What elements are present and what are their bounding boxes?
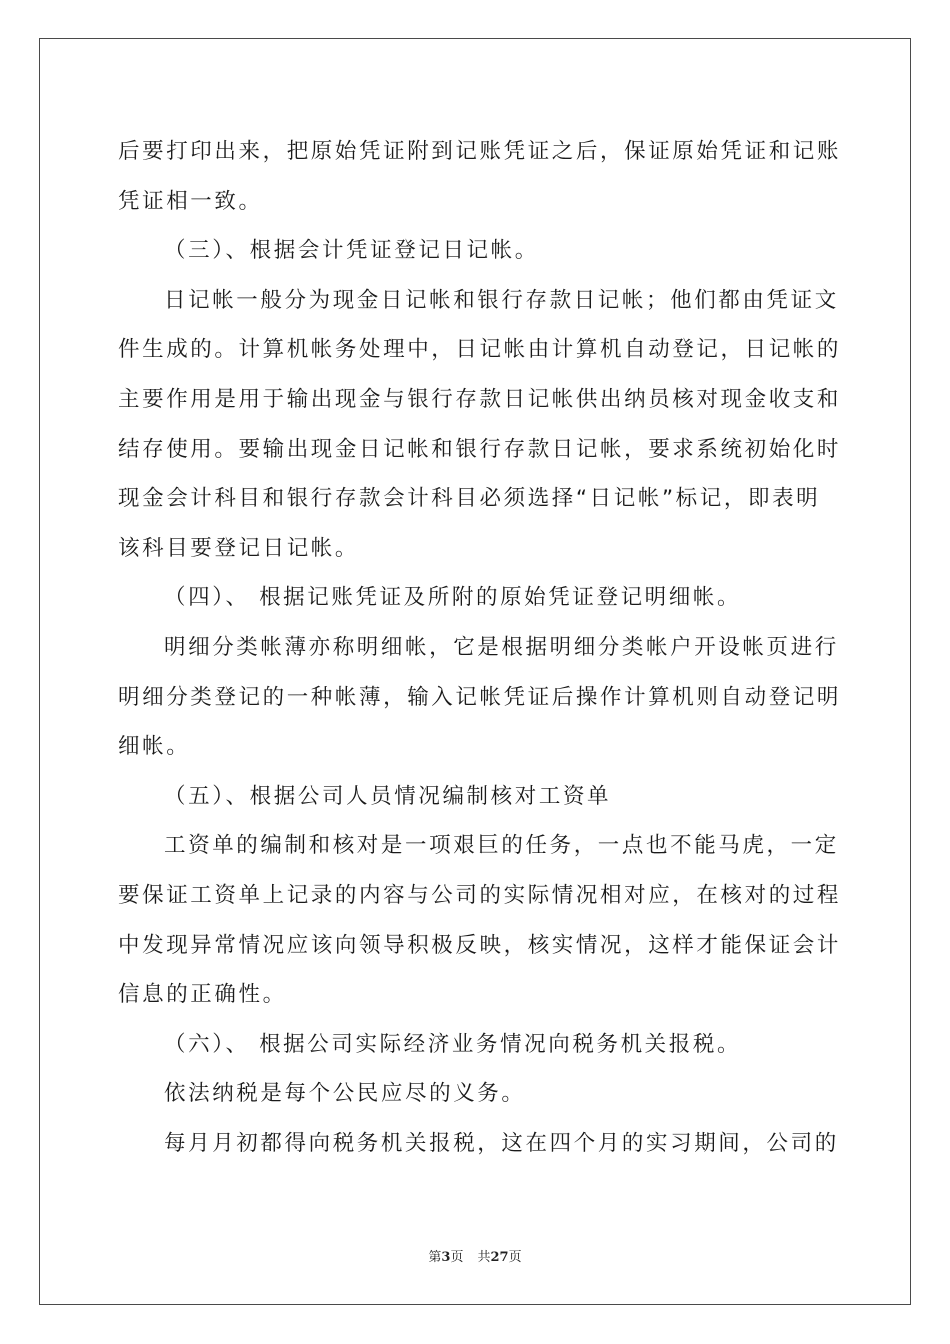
text-line: 凭证相一致。 — [118, 188, 263, 214]
total-pages-label: 共27页 — [477, 1250, 522, 1265]
text-line: 依法纳税是每个公民应尽的义务。 — [164, 1081, 526, 1107]
text-line: 件生成的。计算机帐务处理中，日记帐由计算机自动登记，日记帐的 — [118, 337, 842, 363]
text-line: 细帐。 — [118, 734, 191, 760]
section-heading: （四）、 根据记账凭证及所附的原始凭证登记明细帐。 — [164, 585, 742, 611]
section-heading: （六）、 根据公司实际经济业务情况向税务机关报税。 — [164, 1031, 742, 1057]
text-line: 主要作用是用于输出现金与银行存款日记帐供出纳员核对现金收支和 — [118, 386, 842, 412]
page-label: 第3页 — [428, 1250, 464, 1265]
text-line: 后要打印出来，把原始凭证附到记账凭证之后，保证原始凭证和记账 — [118, 139, 842, 164]
text-line: 明细分类登记的一种帐薄，输入记帐凭证后操作计算机则自动登记明 — [118, 684, 842, 710]
document-body — [118, 127, 842, 1168]
text-line: 工资单的编制和核对是一项艰巨的任务，一点也不能马虎，一定 — [164, 833, 839, 859]
text-line: 每月月初都得向税务机关报税，这在四个月的实习期间，公司的 — [164, 1130, 839, 1156]
section-heading: （三）、根据会计凭证登记日记帐。 — [164, 238, 539, 264]
text-line: 结存使用。要输出现金日记帐和银行存款日记帐，要求系统初始化时 — [118, 436, 842, 462]
text-line: 信息的正确性。 — [118, 982, 287, 1008]
text-line: 明细分类帐薄亦称明细帐，它是根据明细分类帐户开设帐页进行 — [164, 634, 839, 660]
text-line: 该科目要登记日记帐。 — [118, 535, 360, 561]
text-line: 日记帐一般分为现金日记帐和银行存款日记帐；他们都由凭证文 — [164, 287, 839, 313]
text-line: 现金会计科目和银行存款会计科目必须选择“日记帐”标记，即表明 — [118, 486, 821, 512]
section-heading: （五）、根据公司人员情况编制核对工资单 — [164, 783, 612, 809]
text-line: 要保证工资单上记录的内容与公司的实际情况相对应，在核对的过程 — [118, 882, 842, 908]
text-line: 中发现异常情况应该向领导积极反映，核实情况，这样才能保证会计 — [118, 932, 842, 958]
page-footer — [0, 1246, 950, 1265]
